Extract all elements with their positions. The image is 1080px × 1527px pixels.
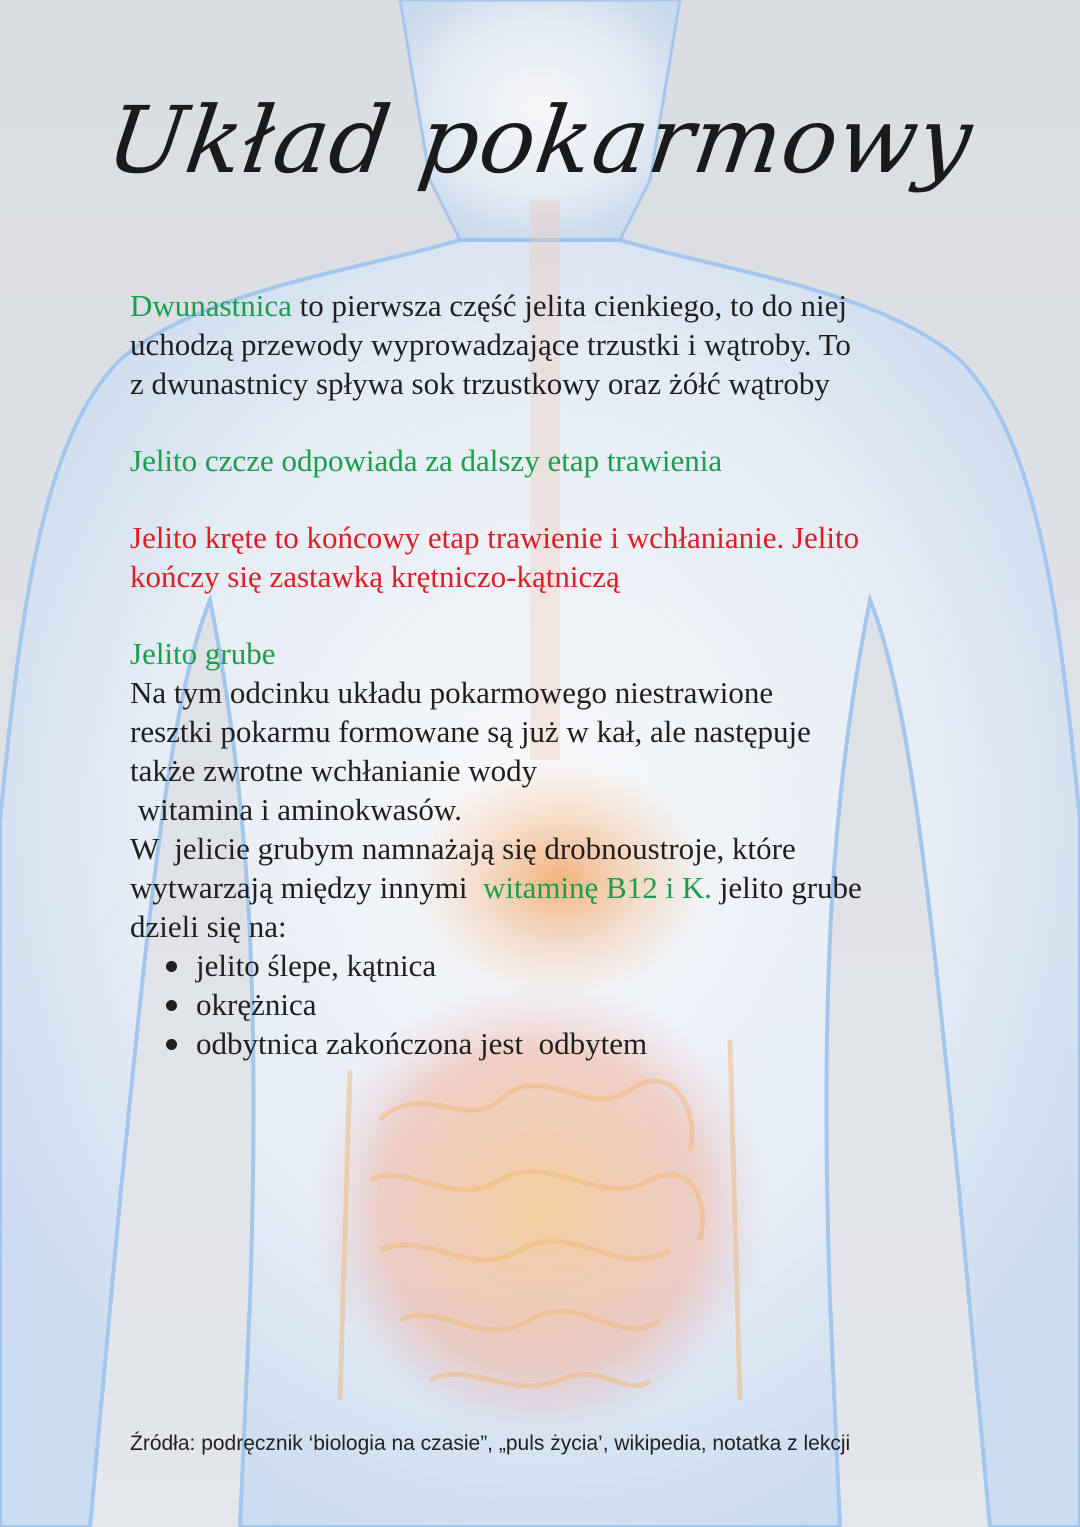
colon-heading: Jelito grube [130, 636, 276, 671]
colon-line-6 [130, 868, 960, 907]
bullet-icon [166, 1039, 177, 1050]
jejunum-paragraph: Jelito czcze odpowiada za dalszy etap trawienia [130, 443, 723, 478]
colon-line-6-start: wytwarzają między innymi [130, 870, 483, 905]
list-item-text: okrężnica [196, 987, 317, 1022]
list-item [166, 1024, 960, 1063]
list-item-text: odbytnica zakończona jest odbytem [196, 1026, 648, 1061]
duodenum-line-3: z dwunastnicy spływa sok trzustkowy oraz żółć wątroby [130, 366, 830, 401]
ileum-line-1: Jelito kręte to końcowy etap trawienie i wchłanianie. Jelito [130, 520, 860, 555]
colon-line-7: dzieli się na: [130, 909, 287, 944]
colon-line-1: Na tym odcinku układu pokarmowego niestrawione [130, 675, 774, 710]
colon-parts-list [130, 946, 960, 1063]
colon-line-2: resztki pokarmu formowane są już w kał, ale następuje [130, 714, 811, 749]
ileum-line-2: kończy się zastawką krętniczo-kątniczą [130, 559, 620, 594]
list-item [166, 985, 960, 1024]
vitamin-highlight: witaminę B12 i K. [482, 870, 712, 905]
duodenum-line-2: uchodzą przewody wyprowadzające trzustki i wątroby. To [130, 327, 851, 362]
colon-line-3: także zwrotne wchłanianie wody [130, 753, 538, 788]
duodenum-paragraph [130, 286, 960, 325]
colon-line-5: W jelicie grubym namnażają się drobnoustroje, które [130, 831, 796, 866]
duodenum-term: Dwunastnica [130, 288, 292, 323]
duodenum-line-1: to pierwsza część jelita cienkiego, to do niej [291, 288, 848, 323]
main-content [130, 286, 960, 1063]
list-item [166, 946, 960, 985]
sources-footnote: Źródła: podręcznik ‘biologia na czasie”, „puls życia’, wikipedia, notatka z lekcji [130, 1432, 851, 1455]
colon-line-4: witamina i aminokwasów. [130, 792, 463, 827]
colon-line-6-end: jelito grube [712, 870, 862, 905]
page-title: Układ pokarmowy [100, 87, 980, 194]
bullet-icon [166, 961, 177, 972]
list-item-text: jelito ślepe, kątnica [196, 948, 437, 983]
bullet-icon [166, 1000, 177, 1011]
